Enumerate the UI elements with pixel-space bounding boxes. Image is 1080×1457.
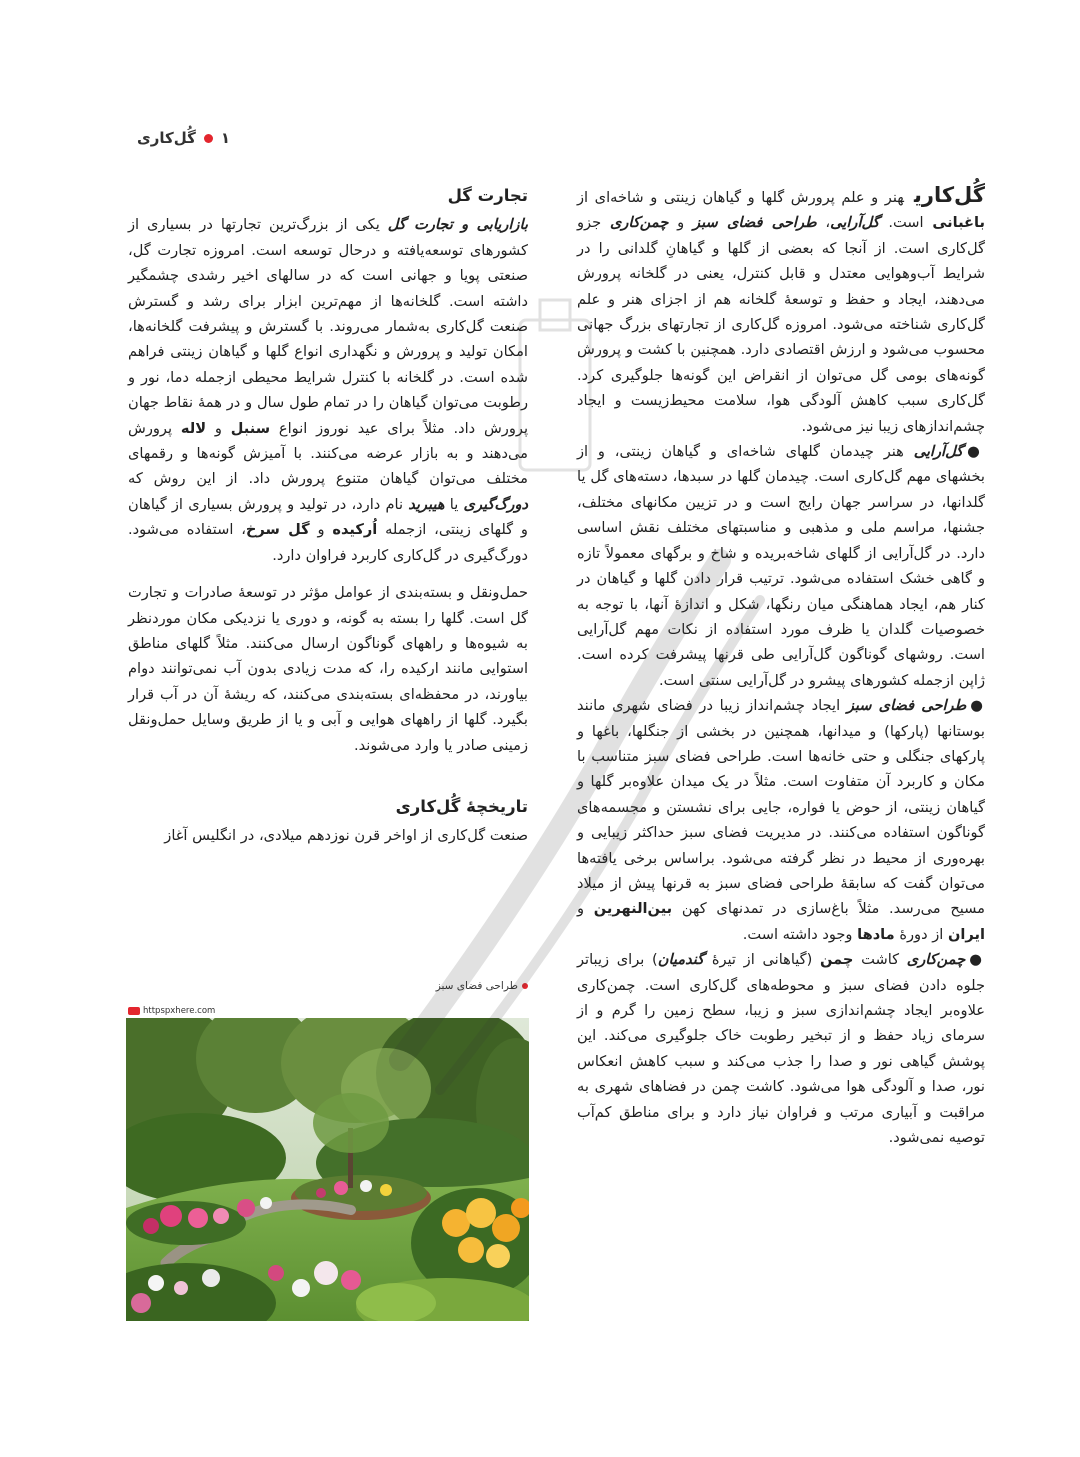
trade-paragraph-2: حمل‌ونقل و بسته‌بندی از عوامل مؤثر در توسعهٔ صادرات و تجارت گل است. گلها را بسته به گونه، و دوری یا نزدیکی مکان موردنظر به شیوه‌ها و راههای گوناگون ارسال می‌کنند. مثلاً گلهای مناطق استوایی مانند ارکیده را، که مدت زیادی بدون آب نمی‌توانند دوام بیاورند، در محفظه‌ای بسته‌بندی می‌کنند، که ریشهٔ آن در آب قرار بگیرد. گلها از راههای هوایی و آبی و یا از طریق وسایل حمل‌ونقل زمینی صادر یا وارد می‌شوند. — [128, 584, 528, 754]
section-name: گُل‌کاری — [136, 129, 196, 147]
keyword: بازاریابی و تجارت گل — [387, 216, 528, 234]
text-run: و — [309, 521, 333, 539]
spacer — [128, 568, 528, 580]
text-run: هنر چیدمان گلهای شاخه‌ای و گیاهان زینتی، و از بخشهای مهم گل‌کاری است. چیدمان گلها در سبدها، دسته‌های گل یا گلدانها، در سراسر جهان رایج است و در تزیین مکانهای مختلف، جشنها، مراسم ملی و مذهبی و مناسبتهای مختلف نقش اساسی دارد. در گل‌آرایی از گلهای شاخه‌بریده و شاخ و برگهای معمولاً تازه و گاهی خشک استفاده می‌شود. ترتیب قرار دادن گلها و گیاهان در کنار هم، ایجاد هماهنگی میان رنگها، شکل و اندازهٔ آنها، با توجه به خصوصیات گلدان یا ظرف مورد استفاده از نکات مهم گل‌آرایی است. روشهای گوناگون گل‌آرایی طی قرنها پیشرفت کرده است. ژاپن ازجمله کشورهای پیشرو در گل‌آرایی سنتی است. — [577, 443, 985, 689]
keyword: چمن — [820, 951, 854, 969]
garden-photo — [126, 1018, 529, 1321]
text-run: وجود داشته است. — [742, 925, 858, 943]
bullet-icon: ● — [970, 697, 985, 715]
text-run: جزو گل‌کاری است. از آنجا که بعضی از گلها و گیاهانِ گلدانی را در شرایط آب‌وهوایی معتدل و قابل کنترل، یعنی در گلخانه پرورش می‌دهند، ایجاد و حفظ و توسعهٔ گلخانه هم از اجزای هنر و علم گل‌کاری شناخته می‌شود. امروزه گل‌کاری از تجارتهای بزرگ جهانی محسوب می‌شود و ارزش اقتصادی دارد. همچنین با کشت و پرورش گونه‌های بومی گل می‌توان از انقراض این گونه‌ها جلوگیری کرد. گل‌کاری سبب کاهش آلودگی هوا، سلامت محیط‌زیست و ایجاد چشم‌اندازهای زیبا نیز می‌شود. — [577, 214, 985, 435]
text-run: هنر و علم پرورش گلها و گیاهان زینتی و شاخه‌ای از — [577, 189, 904, 206]
red-dot-icon — [204, 134, 213, 143]
text-run: و — [206, 419, 231, 437]
text-run: و — [668, 214, 694, 232]
keyword: هیبرید — [408, 495, 445, 513]
keyword: ایران — [947, 925, 985, 943]
trade-paragraph-1 — [128, 212, 528, 568]
image-credit-text: httpspxhere.com — [143, 1006, 216, 1016]
green-space-paragraph — [577, 693, 985, 947]
keyword: طراحی فضای سبز — [693, 214, 817, 232]
figure-caption — [128, 980, 528, 992]
text-run: ، استفاده می‌شود. دورگ‌گیری در گل‌کاری کاربرد فراوان دارد. — [128, 521, 528, 564]
text-run: و — [577, 900, 594, 918]
keyword: گندمیان — [657, 951, 705, 969]
history-paragraph: صنعت گل‌کاری از اواخر قرن نوزدهم میلادی، در انگلیس آغاز — [164, 827, 528, 845]
right-column — [577, 183, 985, 1150]
lead-term: گُل‌کاری — [913, 183, 985, 207]
text-run: (گیاهانی از تیرهٔ — [704, 951, 821, 969]
text-run: از دورهٔ — [894, 925, 948, 943]
text-run: ایجاد چشم‌انداز زیبا در فضای شهری مانند بوستانها (پارکها) و میدانها، همچنین در بخشی از جنگلها، باغها و پارکهای جنگلی و حتی خانه‌ها است. طراحی فضای سبز متناسب با مکان و کاربرد آن متفاوت است. مثلاً در یک میدان علاوه‌بر گلها و گیاهان زینتی، از حوض یا فواره، جایی برای نشستن و مجسمه‌های گوناگون استفاده می‌کنند. در مدیریت فضای سبز حداکثر زیبایی و بهره‌وری از محیط در نظر گرفته می‌شود. براساس برخی یافته‌ها می‌توان گفت که سابقهٔ طراحی فضای سبز به قرنها پیش از میلاد مسیح می‌رسد. مثلاً باغ‌سازی در تمدنهای کهن — [577, 697, 986, 918]
keyword: لاله — [180, 419, 207, 437]
keyword: گل سرخ — [245, 521, 310, 539]
keyword: سنبل — [230, 419, 271, 437]
text-run: پرورش می‌دهند و به بازار عرضه می‌کنند. با آمیزش گونه‌ها و رقمهای مختلف می‌توان گیاهان متنوع پرورش داد. از این روش که — [128, 419, 528, 488]
keyword: اُرکیده — [332, 521, 378, 539]
camera-icon — [128, 1007, 140, 1015]
text-run: یکی از بزرگ‌ترین تجارتها در بسیاری از کشورهای توسعه‌یافته و درحال توسعه است. امروزه تجارت گل، صنعتی پویا و جهانی است که در سالهای اخیر رشدی چشمگیر داشته است. گلخانه‌ها از مهم‌ترین ابزار برای رشد و گسترش صنعت گل‌کاری به‌شمار می‌روند. با گسترش و پیشرفت گلخانه‌ها، امکان تولید و پرورش و نگهداری انواع گلها و گیاهان زینتی فراهم شده است. در گلخانه با کنترل شرایط محیطی ازجمله دما، نور و رطوبت می‌توان گیاهان را در تمام طول سال و در همهٔ نقاط جهان پرورش داد. مثلاً برای عید نوروز انواع — [128, 216, 529, 437]
section-title-trade: تجارت گل — [447, 186, 528, 205]
keyword: مادها — [857, 925, 895, 943]
lawn-paragraph — [577, 947, 985, 1150]
running-header — [90, 126, 230, 150]
gol-arayi-paragraph — [577, 439, 985, 693]
figure-caption-text: طراحی فضای سبز — [435, 980, 518, 992]
intro-paragraph — [577, 183, 985, 439]
keyword: دورگ‌گیری — [463, 495, 528, 513]
keyword: باغبانی — [932, 214, 985, 232]
section-title-history: تاریخچهٔ گُل‌کاری — [395, 796, 528, 816]
red-dot-icon — [522, 983, 528, 989]
keyword: طراحی فضای سبز — [846, 697, 967, 715]
text-run: یا — [444, 495, 464, 513]
keyword: چمن‌کاری — [906, 951, 966, 969]
keyword: بین‌النهرین — [593, 900, 673, 918]
bullet-icon: ● — [967, 443, 985, 461]
page-number: ۱ — [220, 129, 230, 147]
spacer — [128, 758, 528, 794]
text-run: ، — [816, 214, 831, 232]
keyword: گل‌آرایی — [913, 443, 964, 461]
keyword: گل‌آرایی — [830, 214, 880, 232]
text-run: است. — [879, 214, 933, 232]
text-run: کاشت — [853, 951, 907, 969]
text-run: نام دارد، در تولید و پرورش بسیاری از گیاهان و گلهای زینتی، ازجمله — [128, 495, 528, 539]
text-run: ) برای زیباتر جلوه دادن فضای سبز و محوطه‌های گل‌کاری است. چمن‌کاری علاوه‌بر ایجاد چشم‌اندازی سبز و زیبا، سطح زمین را گرم و از سرمای زیاد حفظ و از تبخیر رطوبت خاک جلوگیری می‌کند. این پوشش گیاهی نور و صدا را جذب می‌کند و سبب کاهش انعکاس نور، صدا و آلودگی هوا می‌شود. کاشت چمن در فضاهای شهری به مراقبت و آبیاری مرتب و فراوان نیاز دارد و برای مناطق کم‌آب توصیه نمی‌شود. — [577, 951, 985, 1147]
keyword: چمن‌کاری — [609, 214, 669, 232]
image-credit — [128, 1006, 215, 1016]
left-column — [128, 183, 528, 849]
bullet-icon: ● — [969, 951, 985, 969]
